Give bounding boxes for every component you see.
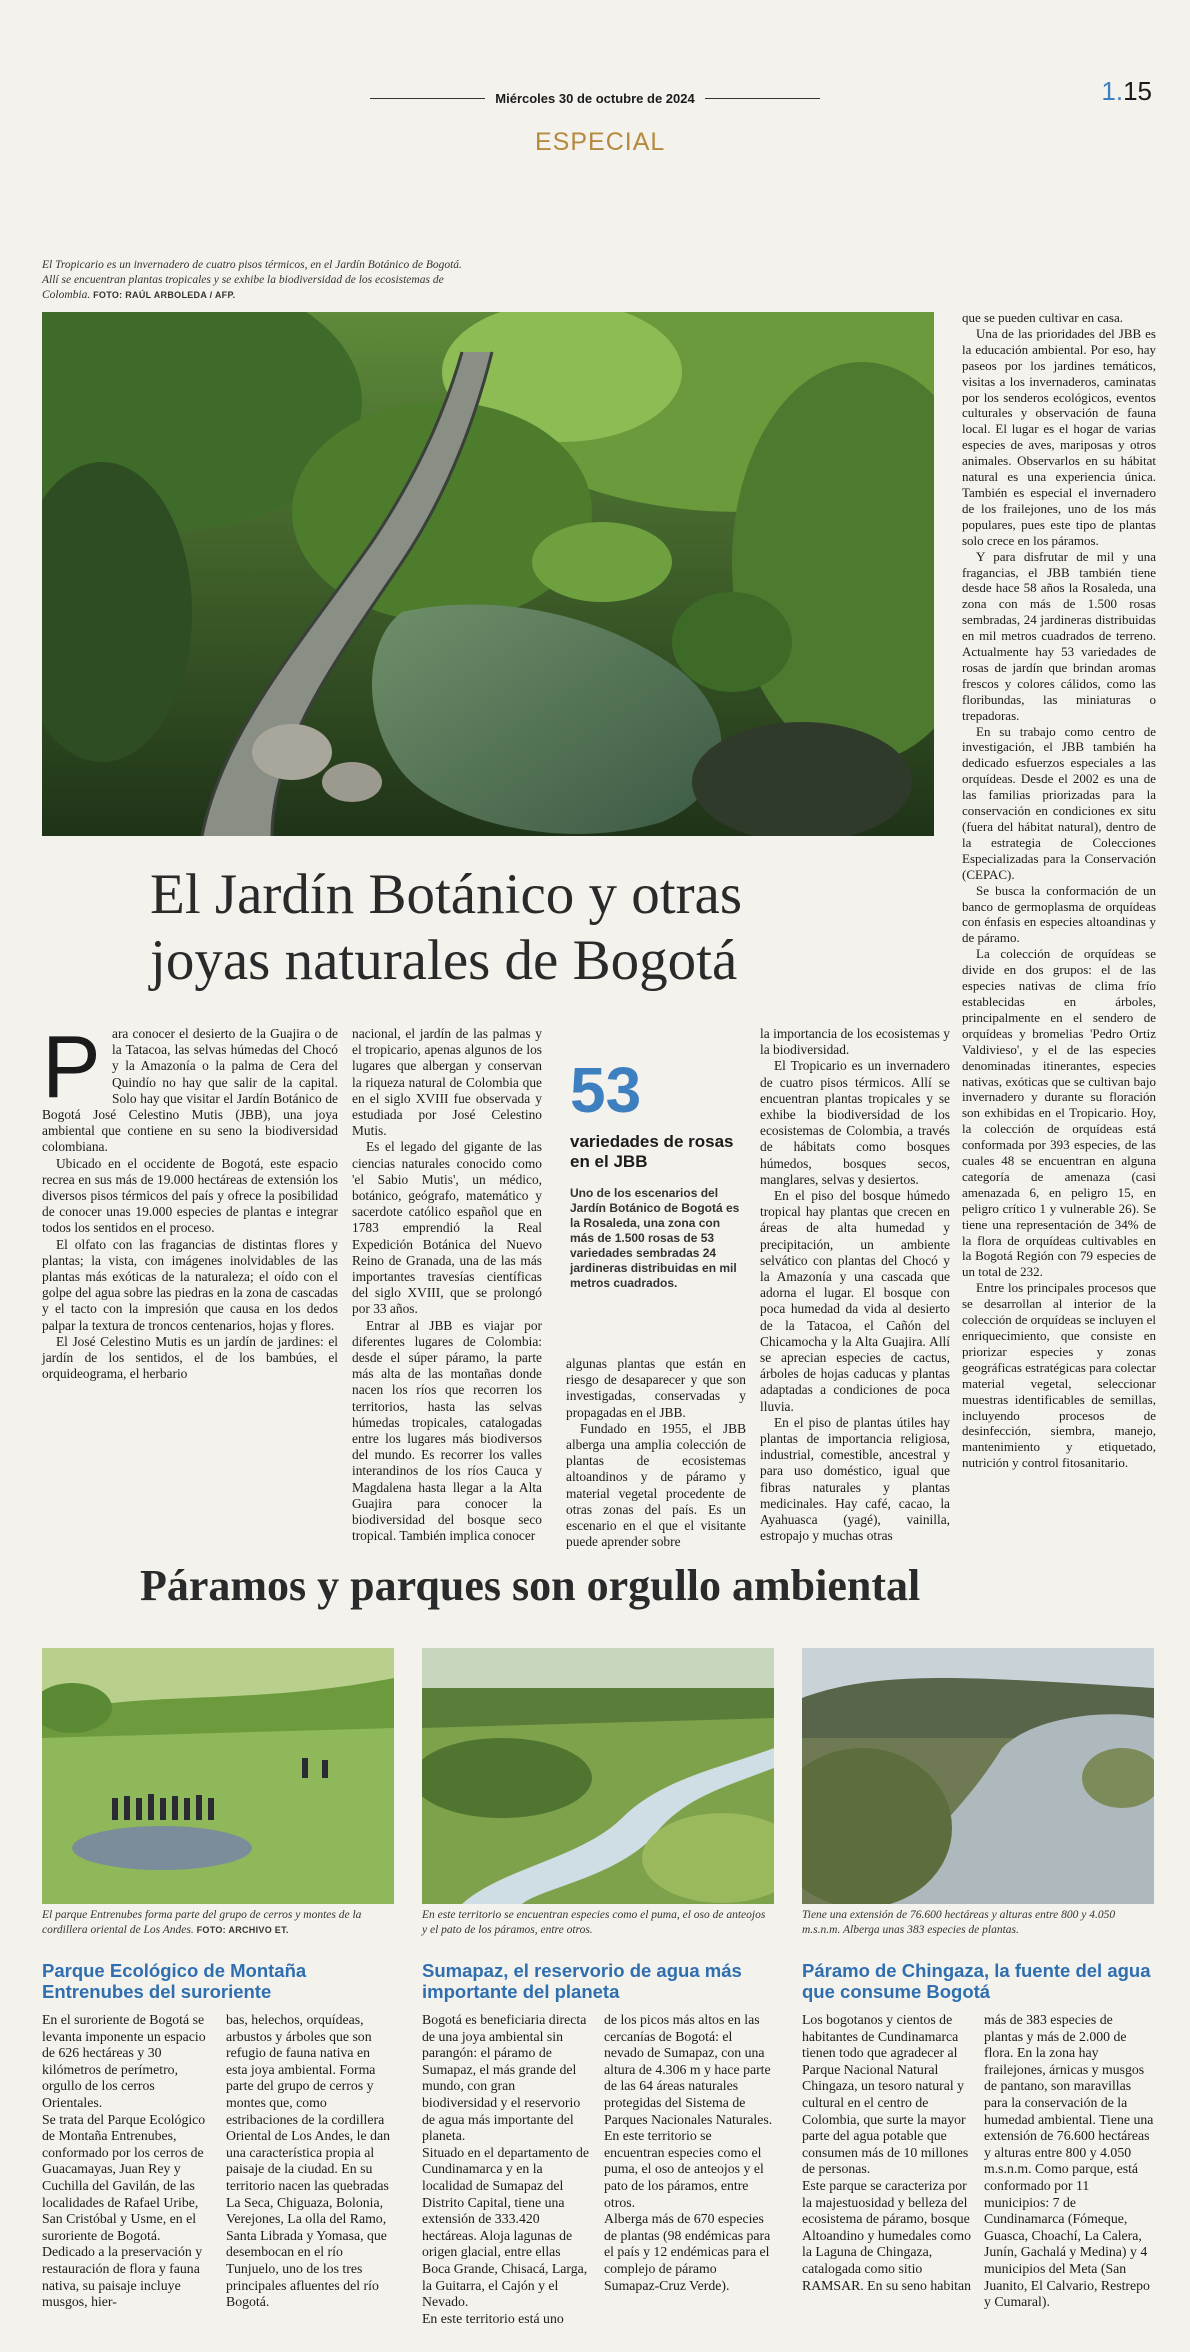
article-paragraph: El José Celestino Mutis es un jardín de jardines: el jardín de los sentidos, el de los bambúes, el orquideograma, el herbario	[42, 1333, 338, 1382]
date-line	[370, 88, 820, 108]
story-paragraph: Este parque se caracteriza por la majestuosidad y belleza del ecosistema de páramo, bosque Altoandino y humedales como la Laguna de Chingaza, catalogada como sitio RAMSAR. En su seno habitan	[802, 2177, 972, 2293]
entrenubes-caption	[42, 1908, 402, 1938]
chingaza-illustration	[802, 1648, 1154, 1904]
story-paragraph: Los bogotanos y cientos de habitantes de Cundinamarca tienen todo que agradecer al Parque Nacional Natural Chingaza, un tesoro natural y cultural en el centro de Colombia, que surte la mayor parte del agua potable que consumen más de 10 millones de personas.	[802, 2012, 969, 2177]
sumapaz-title: Sumapaz, el reservorio de agua más importante del planeta	[422, 1960, 742, 2002]
article-paragraph: Una de las prioridades del JBB es la educación ambiental. Por eso, hay paseos por los jardines temáticos, visitas a los invernaderos, caminatas por los senderos ecológicos, eventos culturales y observación de fauna local. El lugar es el hogar de varias especies de aves, mariposas y otros animales. Observarlos en su hábitat natural es una experiencia única. También es especial el invernadero de los frailejones, uno de los más populares, pues este tipo de plantas solo crece en los páramos.	[962, 325, 1156, 548]
chingaza-caption	[802, 1908, 1152, 1938]
story-paragraph: Situado en el departamento de Cundinamarca y en la localidad de Sumapaz del Distrito Capital, tiene una extensión de 333.420 hectáreas. Aloja lagunas de origen glacial, entre ellas Boca Grande, Chisacá, Larga, la Guitarra, el Cajón y el Nevado.	[422, 2144, 590, 2310]
article-paragraph: El olfato con las fragancias de distintas flores y plantas; la vista, con imágenes inolvidables de las plantas más exóticas de la naturaleza; el oído con el golpe del agua sobre las piedras en la zona de cascadas y el tacto con la impresión que causa en los dedos palpar la textura de troncos centenarios, hojas y flores.	[42, 1236, 338, 1333]
story-paragraph: Alberga más de 670 especies de plantas (98 endémicas para el país y 12 endémicas para el complejo de páramo Sumapaz-Cruz Verde).	[604, 2211, 771, 2293]
sumapaz-caption	[422, 1908, 772, 1938]
article-paragraph: Se busca la conformación de un banco de germoplasma de orquídeas con énfasis en especies altoandinas y de páramo.	[962, 882, 1156, 946]
issue-date: Miércoles 30 de octubre de 2024	[495, 90, 695, 106]
page-section-number: 1.	[1101, 76, 1124, 106]
chingaza-photo	[802, 1648, 1154, 1904]
article-paragraph: Fundado en 1955, el JBB alberga una amplia colección de plantas de ecosistemas altoandinos y de páramo y material vegetal procedente de otras zonas del país. Es un escenario en el que el visitante puede aprender sobre	[566, 1420, 746, 1550]
entrenubes-title: Parque Ecológico de Montaña Entrenubes del suroriente	[42, 1960, 307, 2002]
story-paragraph: En este territorio está uno	[422, 2310, 564, 2326]
chingaza-caption-text: Tiene una extensión de 76.600 hectáreas y alturas entre 800 y 4.050 m.s.n.m. Alberga unas 383 especies de plantas.	[802, 1909, 1116, 1936]
entrenubes-column-a	[42, 2012, 214, 2311]
story-paragraph: de los picos más altos en las cercanías de Bogotá: el nevado de Sumapaz, con una altura de 4.306 m y hace parte de las 64 áreas naturales protegidas del Sistema de Parques Nacionales Naturales.	[604, 2012, 773, 2127]
dropcap: P	[42, 1017, 101, 1116]
section2-headline: Páramos y parques son orgullo ambiental	[140, 1561, 921, 1610]
tropicario-illustration	[42, 312, 934, 836]
entrenubes-credit: FOTO: ARCHIVO ET.	[196, 1925, 289, 1935]
stat-number: 53	[570, 1054, 642, 1126]
story-paragraph: En este territorio se encuentran especies como el puma, el oso de anteojos y el pato de los páramos, entre otros.	[604, 2128, 764, 2210]
entrenubes-photo	[42, 1648, 394, 1904]
article-paragraph: ara conocer el desierto de la Guajira o de la Tatacoa, las selvas húmedas del Chocó y la Amazonía o la palma de Cera del Quindío no hay que salir de la capital. Solo hay que visitar el Jardín Botánico de Bogotá José Celestino Mutis (JBB), una joya ambiental que contiene en su seno la biodiversidad colombiana.	[42, 1026, 338, 1155]
entrenubes-column-b	[226, 2012, 394, 2311]
article-paragraph: En el piso del bosque húmedo tropical hay plantas que crecen en áreas de alta humedad y precipitación, un ambiente selvático con plantas del Chocó y la Amazonía y una cascada que adorna el lugar. El bosque con poca humedad da vida al desierto de la Tatacoa, el Cañón del Chicamocha y la Alta Guajira. Allí se aprecian especies de cactus, árboles de hojas caducas y plantas adaptadas a condiciones de poca lluvia.	[760, 1188, 950, 1414]
article-paragraph: algunas plantas que están en riesgo de desaparecer y que son investigadas, conservadas y propagadas en el JBB.	[566, 1356, 746, 1420]
article-paragraph: En el piso de plantas útiles hay plantas de importancia religiosa, industrial, comestible, ancestral y para uso doméstico, igual que fibras naturales y plantas medicinales. Hay café, cacao, la Ayahuasca (yagé), vainilla, estropajo y muchas otras	[760, 1414, 950, 1544]
article-paragraph: Entre los principales procesos que se desarrollan al interior de la colección de orquídeas se incluyen el enriquecimiento, que consiste en priorizar especies y zonas geográficas estratégicas para colectar material vegetal, seleccionar muestras identificables de semillas, incluyendo procesos de desinfección, siembra, manejo, mantenimiento y etiquetado, nutrición y control fitosanitario.	[962, 1280, 1156, 1471]
story-paragraph: Bogotá es beneficiaria directa de una joya ambiental sin parangón: el páramo de Sumapaz, el más grande del mundo, con gran biodiversidad y el reservorio de agua más importante del planeta.	[422, 2012, 587, 2144]
article-paragraph: nacional, el jardín de las palmas y el tropicario, apenas algunos de los lugares que albergan y conservan la riqueza natural de Colombia que en el siglo XVIII fue observada y estudiada por José Celestino Mutis.	[352, 1026, 542, 1139]
story-paragraph: más de 383 especies de plantas y más de 2.000 de flora. En la zona hay frailejones, árnicas y musgos de pantano, son maravillas para la conservación de la humedad ambiental. Tiene una extensión de 76.600 hectáreas y alturas entre 800 y 4.050 m.s.n.m. Como parque, está conformado por 11 municipios: 7 de Cundinamarca (Fómeque, Guasca, Choachí, La Calera, Junín, Gachalá y Medina) y 4 municipios del Meta (San Juanito, El Calvario, Restrepo y Cumaral).	[984, 2012, 1154, 2310]
section-label: ESPECIAL	[535, 128, 666, 156]
date-rule-left	[370, 98, 485, 99]
main-photo-caption-text: El Tropicario es un invernadero de cuatro pisos térmicos, en el Jardín Botánico de Bogotá. Allí se encuentran plantas tropicales y se exhibe la biodiversidad de los ecosistemas de Colombia.	[42, 259, 462, 301]
chingaza-title: Páramo de Chingaza, la fuente del agua que consume Bogotá	[802, 1960, 1151, 2002]
article-paragraph: Es el legado del gigante de las ciencias naturales conocido como 'el Sabio Mutis', un médico, botánico, geógrafo, matemático y sacerdote católico español que en 1783 emprendió la Real Expedición Botánica del Nuevo Reino de Granada, una de las más importantes travesías científicas del siglo XVIII, que se prolongó por 33 años.	[352, 1139, 542, 1317]
story-paragraph: Dedicado a la preservación y restauración de flora y fauna nativa, su paisaje incluye musgos, hier-	[42, 2244, 203, 2310]
article-column-3	[566, 1356, 746, 1550]
article-paragraph: El Tropicario es un invernadero de cuatro pisos térmicos. Allí se encuentran plantas tropicales y se exhibe la biodiversidad de los ecosistemas de Colombia, a través de hábitats como bosques húmedos, bosques secos, manglares, selvas y desiertos.	[760, 1058, 950, 1187]
article-column-4	[760, 1026, 950, 1545]
chingaza-column-b	[984, 2012, 1154, 2311]
page-number	[1101, 76, 1152, 107]
chingaza-column-a	[802, 2012, 972, 2294]
sumapaz-caption-text: En este territorio se encuentran especies como el puma, el oso de anteojos y el pato de los páramos, entre otros.	[422, 1909, 766, 1936]
sumapaz-column-a	[422, 2012, 592, 2327]
date-rule-right	[705, 98, 820, 99]
stat-label: variedades de rosas en el JBB	[570, 1132, 734, 1171]
article-column-2	[352, 1026, 542, 1545]
entrenubes-illustration	[42, 1648, 394, 1904]
sumapaz-illustration	[422, 1648, 774, 1904]
article-column-5	[962, 310, 1156, 1471]
article-paragraph: la importancia de los ecosistemas y la biodiversidad.	[760, 1026, 950, 1058]
entrenubes-caption-text: El parque Entrenubes forma parte del grupo de cerros y montes de la cordillera oriental de Los Andes.	[42, 1909, 362, 1936]
article-paragraph: Y para disfrutar de mil y una fragancias, el JBB también tiene desde hace 58 años la Rosaleda, una zona con más de 1.500 rosas sembradas, 24 jardineras distribuidas en mil metros cuadrados de terreno. Actualmente hay 53 variedades de rosas de jardín que brindan aromas frescos y colores cálidos, como las floribundas, las miniaturas o trepadoras.	[962, 548, 1156, 723]
article-paragraph: En su trabajo como centro de investigación, el JBB también ha dedicado esfuerzos especiales a las orquídeas. Desde el 2002 es una de las familias priorizadas para la conservación en condiciones ex situ (fuera del hábitat natural), dentro de la estrategia de Colecciones Especializadas para la Conservación (CEPAC).	[962, 723, 1156, 882]
article-paragraph: que se pueden cultivar en casa.	[962, 310, 1123, 325]
sumapaz-column-b	[604, 2012, 774, 2294]
sumapaz-photo	[422, 1648, 774, 1904]
stat-description: Uno de los escenarios del Jardín Botánico de Bogotá es la Rosaleda, una zona con más de 1.500 rosas de 53 variedades sembradas 24 jardineras distribuidas en mil metros cuadrados.	[570, 1186, 740, 1290]
article-paragraph: Entrar al JBB es viajar por diferentes lugares de Colombia: desde el súper páramo, la parte más alta de las montañas donde nacen los ríos que recorren los territorios, hasta las selvas húmedas tropicales, catalogadas entre los lugares más biodiversos del mundo. Es recorrer los valles interandinos de los ríos Cauca y Magdalena hasta llegar a la Alta Guajira para conocer la biodiversidad del bosque seco tropical. También implica conocer	[352, 1317, 542, 1544]
main-photo-credit: FOTO: RAÚL ARBOLEDA / AFP.	[93, 290, 236, 300]
article-column-1	[42, 1017, 338, 1382]
story-paragraph: En el suroriente de Bogotá se levanta imponente un espacio de 626 hectáreas y 30 kilómetros de perímetro, orgullo de los cerros Orientales.	[42, 2012, 206, 2110]
article-paragraph: La colección de orquídeas se divide en dos grupos: el de las especies nativas de clima frío establecidas en árboles, principalmente en el sendero de orquídeas y bromelias 'Pedro Ortiz Valdivieso', y el de las especies denominadas itinerantes, especies nativas, exóticas que se cultivan bajo invernadero y durante su floración son exhibidas en el Tropicario. Hoy, la colección de orquídeas está conformada por 393 especies, de las cuales 48 se encuentran en alguna categoría de amenaza (casi amenazada 6, en peligro 15, en peligro crítico 1 y vulnerable 26). Se tiene una representación de 34% de la flora de orquídeas cultivables en la Bogotá Región con 79 especies de un total de 232.	[962, 946, 1156, 1280]
tropicario-photo	[42, 312, 934, 836]
page-number-value: 15	[1123, 76, 1152, 106]
article-headline: El Jardín Botánico y otras joyas naturales de Bogotá	[150, 863, 743, 992]
story-paragraph: Se trata del Parque Ecológico de Montaña Entrenubes, conformado por los cerros de Guacamayas, Juan Rey y Cuchilla del Gavilán, de las localidades de Rafael Uribe, San Cristóbal y Usme, en el suroriente de Bogotá.	[42, 2111, 206, 2243]
story-paragraph: bas, helechos, orquídeas, arbustos y árboles que son refugio de fauna nativa en esta joya ambiental. Forma parte del grupo de cerros y montes que, como estribaciones de la cordillera Oriental de Los Andes, le dan una característica propia al paisaje de la ciudad. En su territorio nacen las quebradas La Seca, Chiguaza, Bolonia, Verejones, La olla del Ramo, Santa Librada y Yomasa, que desembocan en el río Tunjuelo, uno de los tres principales afluentes del río Bogotá.	[226, 2012, 390, 2310]
main-photo-caption	[42, 258, 472, 303]
article-paragraph: Ubicado en el occidente de Bogotá, este espacio recrea en sus más de 19.000 hectáreas de extensión los diversos pisos térmicos del país y ofrece la posibilidad de conocer unas 19.000 especies de plantas e integrar todos los sentidos en el proceso.	[42, 1155, 338, 1236]
